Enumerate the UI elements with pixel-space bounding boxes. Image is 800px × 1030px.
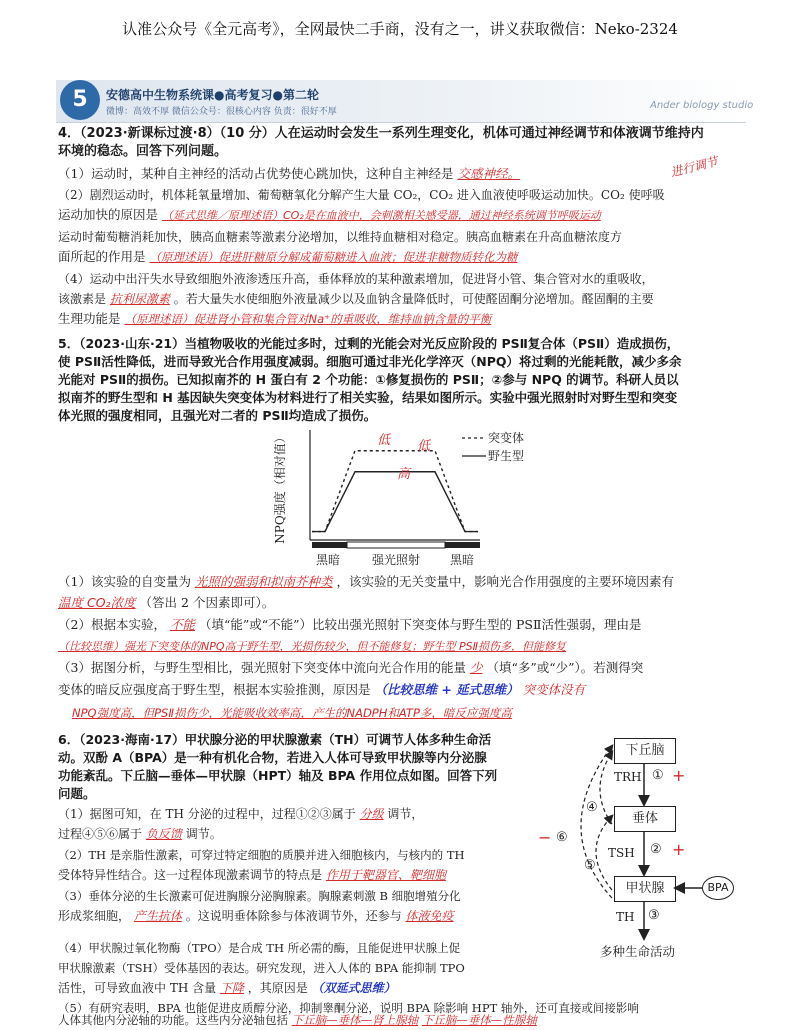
step-4-label: ④ xyxy=(586,800,598,815)
thyroid-box: 甲状腺 xyxy=(614,876,676,902)
q6-q1-text-d: 调节。 xyxy=(185,827,222,841)
hypothalamus-box: 下丘脑 xyxy=(614,738,676,764)
q5-line-1c xyxy=(58,593,274,613)
q4-line-3: 运动时葡萄糖消耗加快，胰高血糖素等激素分泌增加，以维持血糖相对稳定。胰高血糖素在升高血糖浓度方 xyxy=(58,230,623,244)
series-line-1 xyxy=(312,472,478,532)
q5-q1-text: （1）该实验的自变量为 xyxy=(58,574,191,589)
q5-answer-3b: （比较思维 + 延式思维） xyxy=(374,682,519,697)
q6-line-2b xyxy=(58,865,446,885)
legend-label-1: 野生型 xyxy=(488,449,525,463)
q5-title-3: 光能对 PSⅡ的损伤。已知拟南芥的 H 蛋白有 2 个功能：①修复损伤的 PSⅡ；②参与 NPQ 的调节。科研人员以 xyxy=(58,372,679,387)
q6-line-5b xyxy=(58,1012,537,1028)
q4-title-2: 环境的稳态。回答下列问题。 xyxy=(58,144,228,159)
q5-title-5: 体光照的强度相同，且强光对二者的 PSⅡ均造成了损伤。 xyxy=(58,408,377,423)
q4-answer-3: （原理述语）促进肝糖原分解成葡萄糖进入血液；促进非糖物质转化为糖 xyxy=(149,250,518,264)
q5-answer-3: 少 xyxy=(469,660,483,675)
q4-q1-text: （1）运动时，某种自主神经的活动占优势使心跳加快，这种自主神经是 xyxy=(58,166,454,181)
q6-answer-5: 下丘脑—垂体—肾上腺轴 xyxy=(291,1013,419,1027)
q5-line-1 xyxy=(58,572,674,592)
x-segment-label-1: 强光照射 xyxy=(371,553,421,567)
q5-answer-1: 光照的强弱和拟南芥种类 xyxy=(194,574,333,589)
q4-line-3b xyxy=(58,247,518,267)
q6-q1-text: （1）据图可知，在 TH 分泌的过程中，过程①②③属于 xyxy=(58,807,356,821)
q6-q5-text: 人体其他内分泌轴的功能。这些内分泌轴包括 xyxy=(58,1013,288,1027)
q5-line-3 xyxy=(58,658,643,678)
q6-q4-text: 活性，可导致血液中 TH 含量 xyxy=(58,981,217,995)
top-banner: 认准公众号《全元高考》，全网最快二手商，没有之一，讲义获取微信：Neko-2324 xyxy=(122,20,678,38)
series-line-0 xyxy=(312,451,478,532)
q6-answer-4: 下降 xyxy=(219,981,244,995)
q4-title: 4．（2023·新课标过渡·8）（10 分）人在运动时会发生一系列生理变化，机体可通过神经调节和体液调节维持内 xyxy=(58,126,704,141)
q5-q3-text: （3）据图分析，与野生型相比，强光照射下突变体中流向光合作用的能量 xyxy=(58,660,466,675)
q4-answer-1: 交感神经。 xyxy=(457,166,520,181)
y-axis-label: NPQ强度（相对值） xyxy=(273,431,287,544)
series-title: 安德高中生物系统课●高考复习●第二轮 xyxy=(106,88,319,102)
logo-icon: 5 xyxy=(60,80,100,120)
q5-q1-text-b: ，该实验的无关变量中，影响光合作用强度的主要环境因素有 xyxy=(336,574,674,589)
q5-q3-text-b: （填“多”或“少”）。若测得突 xyxy=(486,660,644,675)
studio-name: Ander biology studio xyxy=(650,100,754,111)
q6-line-1 xyxy=(58,804,423,824)
q6-line-4: （4）甲状腺过氧化物酶（TPO）是合成 TH 所必需的酶，且能促进甲状腺上促 xyxy=(58,941,461,955)
q6-title-4: 问题。 xyxy=(58,786,96,801)
q5-line-2 xyxy=(58,615,641,635)
q6-line-5: （5）有研究表明，BPA 也能促进皮质醇分泌，抑制睾酮分泌，说明 BPA 除影响 HPT 轴外，还可直接或间接影响 xyxy=(58,1001,639,1015)
step-2-label: ② xyxy=(650,842,662,857)
q4-line-4: （4）运动中出汗失水导致细胞外液渗透压升高，垂体释放的某种激素增加，促进肾小管、集合管对水的重吸收， xyxy=(58,272,654,286)
q5-line-3c xyxy=(58,680,585,700)
q6-answer-5b: 下丘脑—垂体—性腺轴 xyxy=(421,1013,537,1027)
q6-line-2: （2）TH 是亲脂性激素，可穿过特定细胞的质膜并进入细胞核内，与核内的 TH xyxy=(58,848,465,862)
q6-answer-4b: （双延式思维） xyxy=(311,981,396,995)
q6-title-2: 动。双酚 A（BPA）是一种有机化合物，若进入人体可导致甲状腺等内分泌腺 xyxy=(58,750,487,765)
pituitary-box: 垂体 xyxy=(614,806,676,832)
step-5-label: ⑤ xyxy=(584,858,596,873)
legend-label-0: 突变体 xyxy=(488,431,525,445)
q5-answer-3d: NPQ强度高，但PSⅡ损伤少，光能吸收效率高，产生的NADPH和ATP多，暗反应强度高 xyxy=(72,706,512,720)
tsh-label: TSH xyxy=(608,846,635,860)
q4-line-4d xyxy=(58,309,491,329)
q6-title-3: 功能紊乱。下丘脑—垂体—甲状腺（HPT）轴及 BPA 作用位点如图。回答下列 xyxy=(58,768,498,783)
q6-line-3: （3）垂体分泌的生长激素可促进胸腺分泌胸腺素。胸腺素刺激 B 细胞增殖分化 xyxy=(58,889,461,903)
q6-q3-text: 形成浆细胞， xyxy=(58,909,131,923)
q4-line-2b xyxy=(58,205,601,226)
q4-note: 进行调节 xyxy=(669,154,720,180)
q4-q4-text-c: 。若大量失水使细胞外液量减少以及血钠含量降低时，可使醛固酮分泌增加。醛固酮的主要 xyxy=(173,292,654,306)
q6-q2-text: 受体特异性结合。这一过程体现激素调节的特点是 xyxy=(58,868,323,882)
q5-answer-2b: （比较思维）强光下突变体的NPQ高于野生型，光损伤较少，但不能修复；野生型 PSⅡ损伤多，但能修复 xyxy=(58,640,567,653)
q5-answer-3c: 突变体没有 xyxy=(522,682,586,697)
q4-answer-4b: （原理述语）促进肾小管和集合管对Na⁺的重吸收，维持血钠含量的平衡 xyxy=(124,312,492,326)
chart-annotation-1: 高 xyxy=(397,467,411,482)
q4-q3-text: 面所起的作用是 xyxy=(58,249,146,264)
target-label: 多种生命活动 xyxy=(600,944,676,959)
q5-title-4: 拟南芥的野生型和 H 基因缺失突变体为材料进行了相关实验，结果如图所示。实验中强光照射时对野生型和突变 xyxy=(58,390,678,405)
q5-answer-2: 不能 xyxy=(169,617,195,632)
q5-q1-text-c: （答出 2 个因素即可）。 xyxy=(139,595,275,610)
trh-label: TRH xyxy=(614,770,642,784)
plus-1-mark: + xyxy=(672,766,686,785)
q6-q1-text-b: 调节， xyxy=(387,807,424,821)
q4-line-2: （2）剧烈运动时，机体耗氧量增加、葡萄糖氧化分解产生大量 CO₂，CO₂ 进入血液使呼吸运动加快。CO₂ 使呼吸 xyxy=(58,188,665,202)
step-1-label: ① xyxy=(652,768,664,783)
q5-q2-text: （2）根据本实验， xyxy=(58,617,166,632)
q6-answer-3: 产生抗体 xyxy=(133,909,182,923)
q6-answer-3b: 体液免疫 xyxy=(405,909,454,923)
q5-title: 5．（2023·山东·21）当植物吸收的光能过多时，过剩的光能会对光反应阶段的 PSⅡ复合体（PSⅡ）造成损伤， xyxy=(58,336,680,351)
q6-line-3b xyxy=(58,906,454,926)
step-3-label: ③ xyxy=(648,908,660,923)
q4-q4-text-d: 生理功能是 xyxy=(58,311,121,326)
feedback-6 xyxy=(581,746,612,898)
dark-bar-1 xyxy=(312,542,347,548)
plus-2-mark: + xyxy=(672,840,686,859)
chart-annotation-2: 低 xyxy=(417,439,431,454)
q4-line-1 xyxy=(58,164,520,184)
q6-answer-2: 作用于靶器官、靶细胞 xyxy=(325,868,446,882)
q6-answer-1: 分级 xyxy=(359,807,384,821)
q4-q4-text: 该激素是 xyxy=(58,292,107,306)
header-motto: 微博：高效不厚 微信公众号：很核心内容 负责：很好不厚 xyxy=(106,107,337,117)
q5-line-3d xyxy=(72,703,512,723)
q4-line-4b xyxy=(58,289,654,309)
feedback-4 xyxy=(600,752,612,824)
q5-title-2: 使 PSⅡ活性降低，进而导致光合作用强度减弱。细胞可通过非光化学淬灭（NPQ）将过剩的光能耗散，减少多余 xyxy=(58,354,682,369)
q6-line-1c xyxy=(58,824,222,844)
bpa-node: BPA xyxy=(702,876,734,900)
q4-answer-4: 抗利尿激素 xyxy=(109,292,170,306)
q5-q2-text-b: （填“能”或“不能”）比较出强光照射下突变体与野生型的 PSⅡ活性强弱，理由是 xyxy=(198,617,642,632)
light-bar xyxy=(347,542,445,548)
npq-chart xyxy=(270,420,530,570)
q6-q4-text-d: ，其原因是 xyxy=(247,981,308,995)
q6-answer-1c: 负反馈 xyxy=(145,827,182,841)
q6-line-4c xyxy=(58,978,396,998)
x-segment-label-2: 黑暗 xyxy=(449,553,475,567)
q6-line-4b: 甲状腺激素（TSH）受体基因的表达。研究发现，进入人体的 BPA 能抑制 TPO xyxy=(58,961,465,975)
q5-answer-1b: 温度 CO₂浓度 xyxy=(58,595,136,610)
q5-line-2b xyxy=(58,636,566,657)
chart-annotation-0: 低 xyxy=(377,433,391,448)
step-6-label: ⑥ xyxy=(556,830,568,845)
minus-mark: − xyxy=(538,828,552,847)
q6-title: 6．（2023·海南·17）甲状腺分泌的甲状腺激素（TH）可调节人体多种生命活 xyxy=(58,732,492,747)
q4-q2-text: 运动加快的原因是 xyxy=(58,207,159,222)
q4-answer-2: （延式思维／原理述语）CO₂是在血液中，会刺激相关感受器，通过神经系统调节呼吸运动 xyxy=(162,209,601,222)
q6-q1-text-c: 过程④⑤⑥属于 xyxy=(58,827,143,841)
q5-q3-text-c: 变体的暗反应强度高于野生型，根据本实验推测，原因是 xyxy=(58,682,371,697)
q6-q3-text-c: 。这说明垂体除参与体液调节外，还参与 xyxy=(185,909,402,923)
x-segment-label-0: 黑暗 xyxy=(315,553,341,567)
th-label: TH xyxy=(616,910,635,924)
dark-bar-2 xyxy=(445,542,480,548)
